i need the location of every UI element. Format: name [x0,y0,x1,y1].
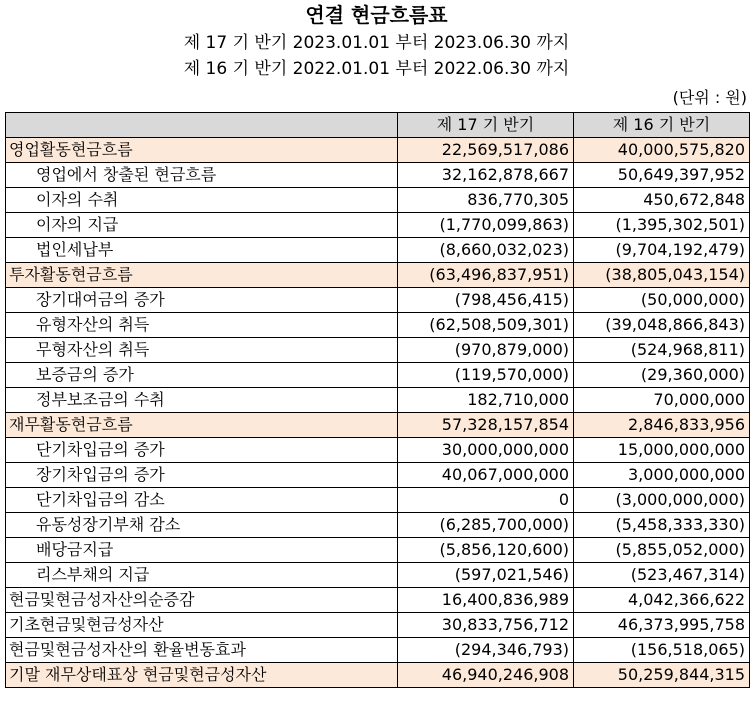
row-current-value: (6,285,700,000) [398,513,574,538]
row-current-value: (1,770,099,863) [398,213,574,238]
row-current-value: 30,833,756,712 [398,613,574,638]
header-prior-period: 제 16 기 반기 [574,113,750,138]
row-label: 현금및현금성자산의순증감 [6,588,398,613]
row-prior-value: 50,649,397,952 [574,163,750,188]
unit-label: (단위 : 원) [672,88,747,107]
table-row [6,388,750,413]
table-row [6,363,750,388]
row-prior-value: (39,048,866,843) [574,313,750,338]
table-row [6,163,750,188]
row-label: 투자활동현금흐름 [6,263,398,288]
table-row [6,288,750,313]
row-prior-value: (523,467,314) [574,563,750,588]
table-row [6,588,750,613]
table-row [6,213,750,238]
row-prior-value: (9,704,192,479) [574,238,750,263]
row-label: 배당금지급 [6,538,398,563]
row-prior-value: 4,042,366,622 [574,588,750,613]
row-label: 장기차입금의 증가 [6,463,398,488]
row-current-value: (597,021,546) [398,563,574,588]
row-current-value: 22,569,517,086 [398,138,574,163]
table-row [6,663,750,688]
row-label: 기초현금및현금성자산 [6,613,398,638]
row-current-value: 836,770,305 [398,188,574,213]
table-row [6,638,750,663]
header-current-period: 제 17 기 반기 [398,113,574,138]
row-label: 현금및현금성자산의 환율변동효과 [6,638,398,663]
row-label: 정부보조금의 수취 [6,388,398,413]
table-row [6,138,750,163]
row-label: 재무활동현금흐름 [6,413,398,438]
table-row [6,563,750,588]
row-prior-value: 40,000,575,820 [574,138,750,163]
row-label: 영업활동현금흐름 [6,138,398,163]
row-current-value: 16,400,836,989 [398,588,574,613]
row-prior-value: 70,000,000 [574,388,750,413]
row-prior-value: 46,373,995,758 [574,613,750,638]
table-row [6,513,750,538]
row-current-value: (970,879,000) [398,338,574,363]
row-prior-value: (3,000,000,000) [574,488,750,513]
statement-title: 연결 현금흐름표 [305,3,448,27]
row-prior-value: (50,000,000) [574,288,750,313]
table-row [6,263,750,288]
row-label: 보증금의 증가 [6,363,398,388]
row-prior-value: (5,855,052,000) [574,538,750,563]
row-prior-value: (38,805,043,154) [574,263,750,288]
row-prior-value: (156,518,065) [574,638,750,663]
row-prior-value: 50,259,844,315 [574,663,750,688]
row-prior-value: 450,672,848 [574,188,750,213]
table-row [6,613,750,638]
row-current-value: (294,346,793) [398,638,574,663]
table-row [6,313,750,338]
row-label: 이자의 지급 [6,213,398,238]
row-current-value: (8,660,032,023) [398,238,574,263]
period-current-text: 제 17 기 반기 2023.01.01 부터 2023.06.30 까지 [183,33,570,53]
row-prior-value: 3,000,000,000 [574,463,750,488]
row-prior-value: (29,360,000) [574,363,750,388]
table-row [6,463,750,488]
table-row [6,538,750,563]
cash-flow-table [5,112,750,688]
row-label: 영업에서 창출된 현금흐름 [6,163,398,188]
row-label: 리스부채의 지급 [6,563,398,588]
row-current-value: (798,456,415) [398,288,574,313]
table-row [6,438,750,463]
period-prior-text: 제 16 기 반기 2022.01.01 부터 2022.06.30 까지 [183,59,570,79]
row-current-value: 46,940,246,908 [398,663,574,688]
row-prior-value: (5,458,333,330) [574,513,750,538]
row-prior-value: (1,395,302,501) [574,213,750,238]
row-prior-value: (524,968,811) [574,338,750,363]
row-current-value: 57,328,157,854 [398,413,574,438]
row-current-value: (5,856,120,600) [398,538,574,563]
row-label: 기말 재무상태표상 현금및현금성자산 [6,663,398,688]
row-current-value: (63,496,837,951) [398,263,574,288]
table-row [6,488,750,513]
table-body [6,138,750,688]
row-current-value: 30,000,000,000 [398,438,574,463]
row-label: 단기차입금의 감소 [6,488,398,513]
header-blank-cell [6,113,398,138]
row-prior-value: 2,846,833,956 [574,413,750,438]
row-label: 법인세납부 [6,238,398,263]
row-current-value: 32,162,878,667 [398,163,574,188]
row-label: 장기대여금의 증가 [6,288,398,313]
table-row [6,238,750,263]
row-current-value: (119,570,000) [398,363,574,388]
table-row [6,188,750,213]
table-header-row [6,113,750,138]
row-current-value: 182,710,000 [398,388,574,413]
row-label: 단기차입금의 증가 [6,438,398,463]
row-label: 무형자산의 취득 [6,338,398,363]
row-prior-value: 15,000,000,000 [574,438,750,463]
row-current-value: 0 [398,488,574,513]
row-label: 유동성장기부채 감소 [6,513,398,538]
row-current-value: 40,067,000,000 [398,463,574,488]
table-row [6,413,750,438]
row-label: 이자의 수취 [6,188,398,213]
row-current-value: (62,508,509,301) [398,313,574,338]
table-row [6,338,750,363]
row-label: 유형자산의 취득 [6,313,398,338]
